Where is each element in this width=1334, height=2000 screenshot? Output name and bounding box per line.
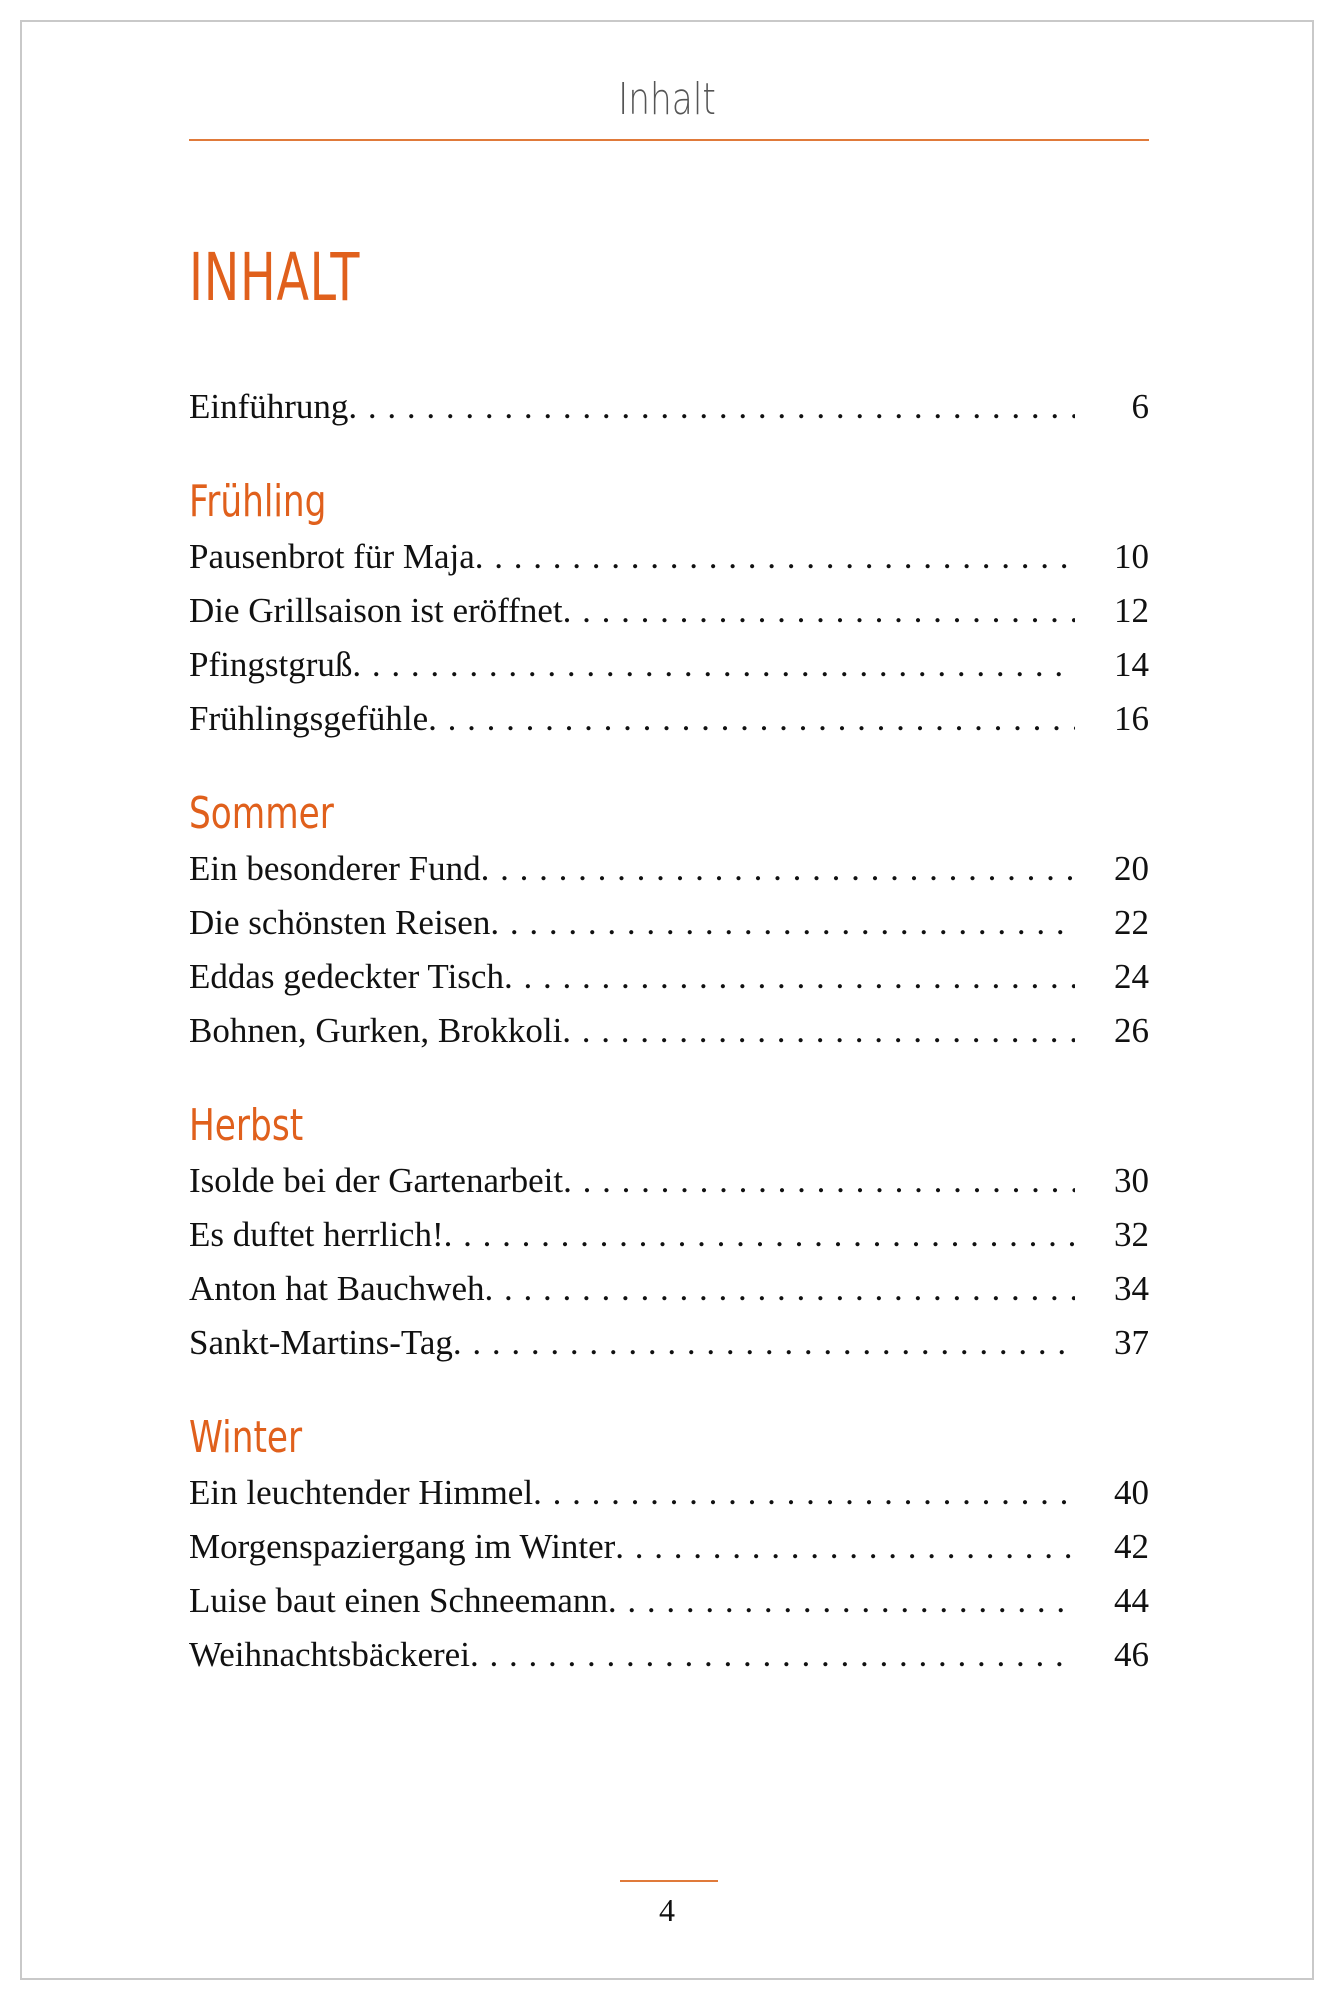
section-heading: Sommer (189, 788, 334, 839)
toc-entry[interactable] (189, 1466, 1149, 1520)
toc-entry-page: 34 (1114, 1269, 1149, 1308)
toc-entry-title: Isolde bei der Gartenarbeit (189, 1161, 564, 1200)
toc-entry[interactable] (189, 950, 1149, 1004)
toc-entry-title: Ein besonderer Fund (189, 849, 481, 888)
toc-entry-page: 46 (1114, 1635, 1149, 1674)
toc-entry-title: Einführung (189, 387, 349, 426)
toc-section-winter (189, 1410, 1149, 1682)
toc-entry-page: 26 (1114, 1011, 1149, 1050)
toc-entry[interactable] (189, 1628, 1149, 1682)
toc-entry-page: 22 (1114, 903, 1149, 942)
toc-entry-page: 44 (1114, 1581, 1149, 1620)
dot-leader (533, 1466, 1075, 1520)
section-heading: Herbst (189, 1100, 304, 1151)
toc-entry-title: Pausenbrot für Maja (189, 537, 475, 576)
toc-entry[interactable] (189, 842, 1149, 896)
toc-entry-page: 30 (1114, 1161, 1149, 1200)
toc-section-summer (189, 786, 1149, 1058)
section-heading: Frühling (189, 476, 327, 527)
toc-entry-title: Die Grillsaison ist eröffnet (189, 591, 563, 630)
toc-entry-title: Es duftet herrlich! (189, 1215, 444, 1254)
toc-entry-title: Pfingstgruß (189, 645, 353, 684)
toc-entry[interactable] (189, 1004, 1149, 1058)
toc-entry-title: Die schönsten Reisen (189, 903, 491, 942)
toc-entry[interactable] (189, 1574, 1149, 1628)
dot-leader (608, 1574, 1075, 1628)
toc-entry-page: 32 (1114, 1215, 1149, 1254)
toc-entry[interactable] (189, 1316, 1149, 1370)
toc-entry-page: 20 (1114, 849, 1149, 888)
toc-title: INHALT (189, 239, 361, 316)
toc-entry-page: 6 (1131, 387, 1149, 426)
toc-entry-intro[interactable] (189, 380, 1149, 434)
toc-entry-page: 12 (1114, 591, 1149, 630)
dot-leader (563, 584, 1075, 638)
toc-entry-title: Sankt-Martins-Tag (189, 1323, 453, 1362)
dot-leader (481, 842, 1075, 896)
page-number: 4 (659, 1892, 675, 1928)
dot-leader (444, 1208, 1075, 1262)
toc-entry-page: 24 (1114, 957, 1149, 996)
toc-section-autumn (189, 1098, 1149, 1370)
running-head: Inhalt (618, 74, 716, 125)
dot-leader (348, 380, 1075, 434)
toc-entry-page: 16 (1114, 699, 1149, 738)
toc-entry-title: Luise baut einen Schneemann (189, 1581, 608, 1620)
toc-entry[interactable] (189, 692, 1149, 746)
table-of-contents (189, 380, 1149, 1682)
header-rule (189, 139, 1149, 141)
toc-entry-page: 37 (1114, 1323, 1149, 1362)
toc-entry-title: Ein leuchtender Himmel (189, 1473, 534, 1512)
toc-entry[interactable] (189, 584, 1149, 638)
toc-entry-title: Frühlingsgefühle (189, 699, 429, 738)
toc-entry-title: Eddas gedeckter Tisch (189, 957, 504, 996)
dot-leader (484, 1262, 1075, 1316)
toc-entry-title: Weihnachtsbäckerei (189, 1635, 470, 1674)
toc-entry-page: 14 (1114, 645, 1149, 684)
toc-entry-title: Anton hat Bauchweh (189, 1269, 485, 1308)
toc-section-spring (189, 474, 1149, 746)
dot-leader (352, 638, 1075, 692)
dot-leader (470, 1628, 1075, 1682)
toc-entry[interactable] (189, 1208, 1149, 1262)
dot-leader (453, 1316, 1075, 1370)
toc-entry[interactable] (189, 1262, 1149, 1316)
toc-entry[interactable] (189, 638, 1149, 692)
dot-leader (615, 1520, 1075, 1574)
toc-entry-page: 40 (1114, 1473, 1149, 1512)
toc-entry-title: Morgenspaziergang im Winter (189, 1527, 616, 1566)
section-heading: Winter (189, 1412, 303, 1463)
toc-entry-page: 10 (1114, 537, 1149, 576)
toc-entry[interactable] (189, 530, 1149, 584)
toc-entry[interactable] (189, 1154, 1149, 1208)
footer-rule (620, 1880, 718, 1882)
toc-entry-title: Bohnen, Gurken, Brokkoli (189, 1011, 563, 1050)
dot-leader (428, 692, 1075, 746)
toc-entry-page: 42 (1114, 1527, 1149, 1566)
toc-entry[interactable] (189, 896, 1149, 950)
dot-leader (490, 896, 1075, 950)
dot-leader (504, 950, 1075, 1004)
dot-leader (563, 1154, 1075, 1208)
dot-leader (475, 530, 1075, 584)
toc-entry[interactable] (189, 1520, 1149, 1574)
dot-leader (562, 1004, 1075, 1058)
